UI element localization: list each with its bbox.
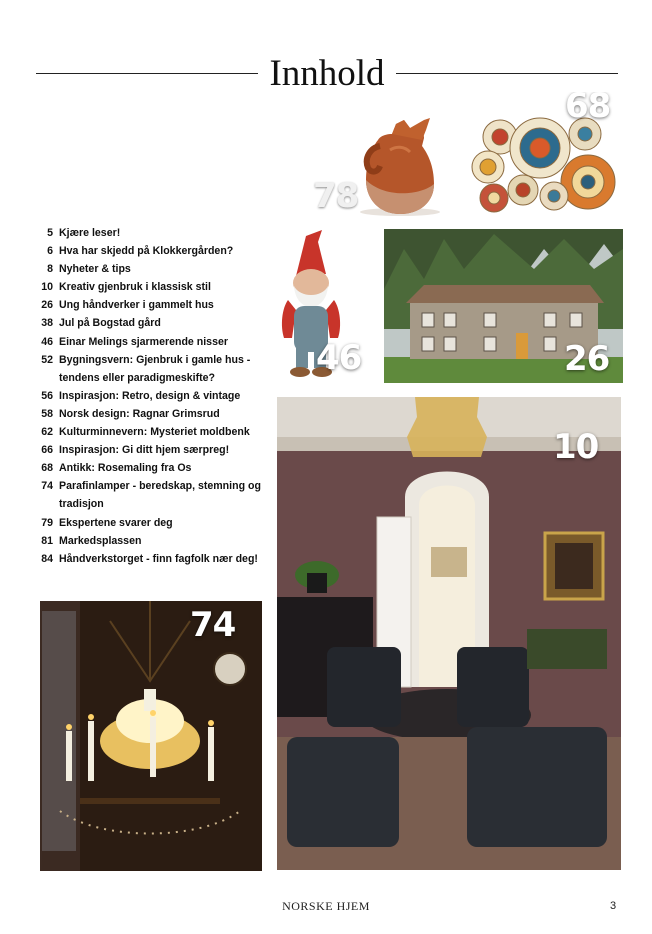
page-badge: 46: [316, 338, 362, 378]
title-rule-left: [36, 73, 258, 74]
toc-page-number: 10: [41, 281, 53, 294]
toc-title: Kjære leser!: [59, 227, 121, 239]
toc-page-number: 79: [41, 516, 53, 529]
toc-title: Inspirasjon: Gi ditt hjem særpreg!: [59, 444, 230, 457]
toc-title: Antikk: Rosemaling fra Os: [59, 462, 192, 475]
toc-item[interactable]: [34, 260, 266, 278]
toc-page-number: 84: [41, 552, 53, 565]
plates-photo[interactable]: [468, 92, 628, 220]
toc-title: Inspirasjon: Retro, design & vintage: [59, 389, 241, 402]
page-badge: 74: [190, 605, 236, 645]
house-photo[interactable]: [384, 229, 623, 383]
page-badge: 68: [565, 92, 611, 126]
toc-title: Håndverkstorget - finn fagfolk nær deg!: [59, 552, 258, 565]
interior-illustration: [277, 397, 621, 870]
toc-item[interactable]: [34, 441, 266, 459]
interior-photo[interactable]: [277, 397, 621, 870]
magazine-logo: NORSKE HJEM: [282, 899, 370, 913]
toc-title: Kreativ gjenbruk i klassisk stil: [59, 281, 211, 294]
toc-page-number: 26: [41, 299, 53, 312]
nisse-photo[interactable]: [266, 228, 376, 380]
toc-page-number: 62: [41, 426, 53, 439]
jug-photo[interactable]: [300, 110, 450, 220]
toc-item[interactable]: [34, 351, 266, 387]
toc-title: Markedsplassen: [59, 534, 142, 547]
page-badge: 26: [564, 339, 610, 379]
page-badge: 10: [553, 427, 599, 467]
toc-item[interactable]: [34, 224, 266, 242]
title-row: [0, 52, 652, 96]
toc-page-number: 81: [41, 534, 53, 547]
toc-page-number: 74: [41, 480, 53, 493]
page-title: Innhold: [269, 53, 385, 94]
toc-page-number: 52: [41, 353, 53, 366]
toc-page-number: 38: [41, 317, 53, 330]
table-of-contents: [34, 224, 266, 568]
toc-page-number: 66: [41, 444, 53, 457]
toc-item[interactable]: [34, 278, 266, 296]
toc-title: Bygningsvern: Gjenbruk i gamle hus - tendens eller paradigmeskifte?: [59, 353, 251, 384]
toc-title: Kulturminnevern: Mysteriet moldbenk: [59, 426, 250, 439]
toc-item[interactable]: [34, 550, 266, 568]
toc-item[interactable]: [34, 296, 266, 314]
title-rule-right: [396, 73, 618, 74]
toc-page-number: 56: [41, 389, 53, 402]
toc-item[interactable]: [34, 242, 266, 260]
toc-title: Norsk design: Ragnar Grimsrud: [59, 407, 220, 420]
toc-item[interactable]: [34, 532, 266, 550]
toc-item[interactable]: [34, 514, 266, 532]
page-badge: 78: [313, 176, 359, 216]
toc-title: Jul på Bogstad gård: [59, 317, 161, 330]
toc-item[interactable]: [34, 477, 266, 513]
toc-page-number: 58: [41, 407, 53, 420]
toc-title: Ung håndverker i gammelt hus: [59, 299, 214, 312]
toc-item[interactable]: [34, 387, 266, 405]
toc-item[interactable]: [34, 333, 266, 351]
toc-title: Nyheter & tips: [59, 263, 131, 276]
page-number: 3: [610, 900, 617, 912]
toc-title: Ekspertene svarer deg: [59, 516, 173, 529]
chandelier-photo[interactable]: [40, 601, 262, 871]
toc-page-number: 68: [41, 462, 53, 475]
toc-item[interactable]: [34, 459, 266, 477]
toc-item[interactable]: [34, 423, 266, 441]
toc-title: Hva har skjedd på Klokkergården?: [59, 245, 234, 258]
toc-page-number: 8: [47, 263, 53, 276]
toc-page-number: 46: [41, 335, 53, 348]
toc-item[interactable]: [34, 314, 266, 332]
toc-item[interactable]: [34, 405, 266, 423]
toc-page-number: 6: [47, 245, 53, 258]
toc-title: Einar Melings sjarmerende nisser: [59, 335, 228, 348]
toc-page-number: 5: [47, 227, 53, 239]
toc-title: Parafinlamper - beredskap, stemning og tradisjon: [59, 480, 261, 511]
